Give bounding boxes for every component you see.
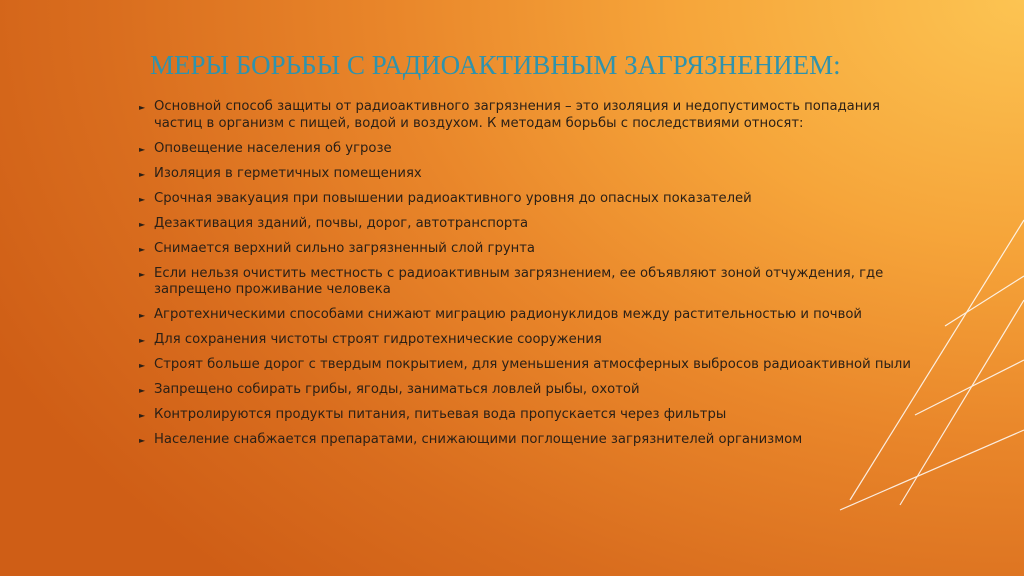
triangle-right-icon: ► [139,169,146,179]
list-item-text: Оповещение населения об угрозе [154,140,392,156]
triangle-right-icon: ► [139,103,146,112]
list-item-text: Контролируются продукты питания, питьевая вода пропускается через фильтры [154,407,727,422]
list-item-text: Изоляция в герметичных помещениях [154,165,422,181]
list-item [138,241,918,258]
list-item-text: Снимается верхний сильно загрязненный слой грунта [154,240,536,256]
list-item [138,407,918,424]
bullet-list [138,99,918,457]
list-item [138,332,918,349]
list-item [138,141,918,158]
list-item [138,191,918,208]
list-item [138,99,918,132]
triangle-right-icon: ► [139,194,146,204]
list-item-text: Агротехническими способами снижают миграцию радионуклидов между растительностью и почвой [154,307,862,322]
triangle-right-icon: ► [139,269,146,279]
slide-title: МЕРЫ БОРЬБЫ С РАДИОАКТИВНЫМ ЗАГРЯЗНЕНИЕМ: [150,50,841,80]
triangle-right-icon: ► [139,336,146,345]
triangle-right-icon: ► [139,144,146,154]
triangle-right-icon: ► [139,361,146,370]
list-item [138,432,918,449]
triangle-right-icon: ► [139,311,146,320]
list-item-text: Основной способ защиты от радиоактивного загрязнения – это изоляция и недопустимость попадания частиц в организм с пищей, водой и воздухом. К методам борьбы с последствиями относят: [154,99,880,131]
triangle-right-icon: ► [139,244,146,254]
list-item [138,357,918,374]
list-item-text: Дезактивация зданий, почвы, дорог, автотранспорта [154,215,529,231]
list-item [138,266,918,299]
list-item-text: Срочная эвакуация при повышении радиоактивного уровня до опасных показателей [154,190,752,206]
list-item-text: Для сохранения чистоты строят гидротехнические сооружения [154,332,602,347]
list-item-text: Запрещено собирать грибы, ягоды, заниматься ловлей рыбы, охотой [154,382,640,397]
triangle-right-icon: ► [139,386,146,395]
list-item-text: Население снабжается препаратами, снижающими поглощение загрязнителей организмом [154,432,803,447]
list-item [138,307,918,324]
list-item [138,166,918,183]
list-item [138,216,918,233]
triangle-right-icon: ► [139,436,146,445]
list-item [138,382,918,399]
triangle-right-icon: ► [139,411,146,420]
list-item-text: Строят больше дорог с твердым покрытием, для уменьшения атмосферных выбросов радиоактивной пыли [154,357,911,372]
triangle-right-icon: ► [139,219,146,229]
list-item-text: Если нельзя очистить местность с радиоактивным загрязнением, ее объявляют зоной отчуждения, где запрещено проживание человека [154,265,884,297]
deco-line-2 [900,300,1024,505]
